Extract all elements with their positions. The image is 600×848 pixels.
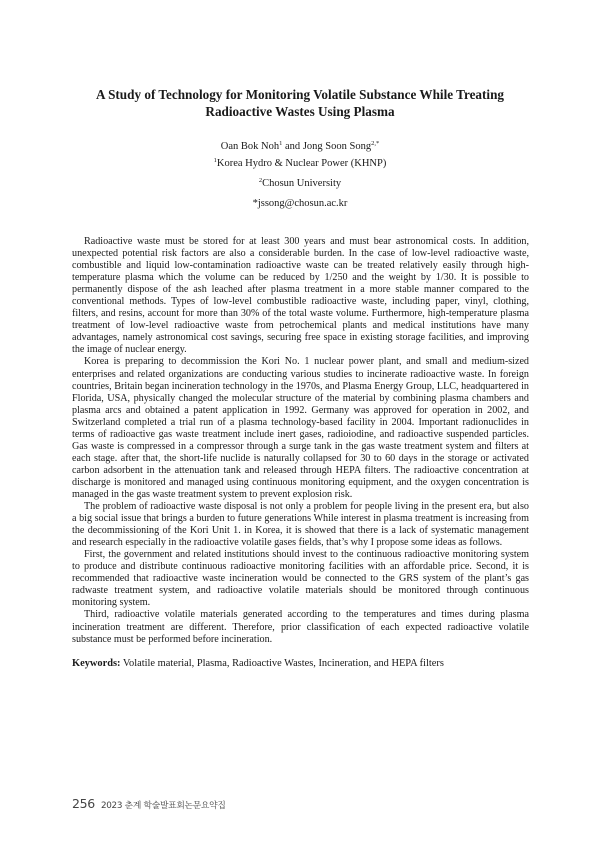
corresponding-email: *jssong@chosun.ac.kr — [252, 198, 348, 209]
author-1-name: Oan Bok Noh — [220, 141, 280, 152]
author-2-affiliation-mark: 2,* — [371, 140, 380, 147]
paragraph-1: Radioactive waste must be stored for at least 300 years and must bear astronomical costs. In addition, unexpected potential risk factors are also a considerable burden. In the case of low-level radioactive waste, combustible and liquid low-contamination radioactive waste can be treated relatively easily through high-temperature plasma which the volume can be reduced by 1/250 and the weight by 1/30. It is possible to permanently dispose of the ash leached after plasma treatment in a more stable manner compared to the conventional methods. Types of low-level combustible radioactive waste, including paper, vinyl, clothing, filters, and resins, account for more than 30% of the total waste volume. Furthermore, high-temperature plasma treatment of low-level radioactive waste from petrochemical plants and medical institutions have many advantages, namely astronomical cost savings, securing free space in existing storage facilities, and improving the image of nuclear energy. — [72, 236, 529, 356]
affiliation-2-mark: 2 — [258, 177, 263, 184]
author-2-name: Jong Soon Song — [302, 141, 372, 152]
affiliation-2-text: Chosun University — [262, 178, 342, 189]
affiliation-1-mark: 1 — [213, 157, 217, 164]
affiliation-2 — [60, 177, 540, 190]
title-line-1: A Study of Technology for Monitoring Volatile Substance While Treating — [95, 87, 504, 102]
author-list — [60, 140, 540, 153]
author-conjunction: and — [282, 141, 303, 152]
author-1-affiliation-mark: 1 — [279, 140, 283, 147]
abstract-body — [72, 236, 529, 670]
keywords-text: Volatile material, Plasma, Radioactive Wastes, Incineration, and HEPA filters — [120, 657, 444, 669]
paragraph-4: First, the government and related institutions should invest to the continuous radioactive monitoring system to produce and distribute continuous radioactive monitoring facilities with an affordable price. Second, it is recommended that radioactive waste incineration would be connected to the GRS system of the plant’s gas radwaste treatment system, and radioactive volatile materials should be monitored through continuous monitoring system. — [72, 549, 529, 609]
page-footer — [72, 793, 226, 812]
affiliation-1-text: Korea Hydro & Nuclear Power (KHNP) — [216, 158, 387, 169]
paragraph-3: The problem of radioactive waste disposal is not only a problem for people living in the present era, but also a big social issue that brings a burden to future generations While interest in plasma treatment is increasing from the decommissioning of the Kori Unit 1. in Korea, it is showed that there is a lack of systematic management and research especially in the radioactive volatile gases fields, that’s why I propose some ideas as follows. — [72, 501, 529, 549]
paragraph-2: Korea is preparing to decommission the Kori No. 1 nuclear power plant, and small and medium-sized enterprises and related organizations are conducting various studies to incinerate radioactive waste. In foreign countries, Britain began incineration technology in the 1970s, and Plasma Energy Group, LLC, headquartered in Florida, USA, physically changed the molecular structure of the material by combining plasma chambers and plasma arcs and obtained a patent application in 1992. Germany was approved for operation in 2002, and Switzerland completed a trial run of a plasma technology-based facility in 2004. Important radionuclides in terms of radioactive gas waste treatment include inert gases, radioiodine, and radioactive suspended particles. Gas waste is compressed in a compressor through a surge tank in the gas waste treatment system and filters at each stage. after that, the short-life nuclide is naturally collapsed for 30 to 60 days in the storage or activated carbon adsorbent in the attenuation tank and released through HEPA filters. The radioactive concentration at discharge is monitored and managed using continuous monitoring equipment, and the oxygen concentration is managed in the gas waste treatment system to prevent explosion risk. — [72, 356, 529, 500]
keywords-label: Keywords: — [72, 657, 121, 669]
journal-name: 2023 춘계 학술발표회논문요약집 — [100, 801, 226, 811]
paragraph-5: Third, radioactive volatile materials generated according to the temperatures and times during plasma incineration treatment are different. Therefore, prior classification of each expected radioactive volatile substance must be performed before incineration. — [72, 609, 529, 645]
keywords-line — [72, 658, 529, 670]
title-line-2: Radioactive Wastes Using Plasma — [205, 104, 395, 119]
affiliation-1 — [60, 157, 540, 170]
page-number: 256 — [72, 796, 95, 811]
paper-title — [60, 86, 540, 120]
